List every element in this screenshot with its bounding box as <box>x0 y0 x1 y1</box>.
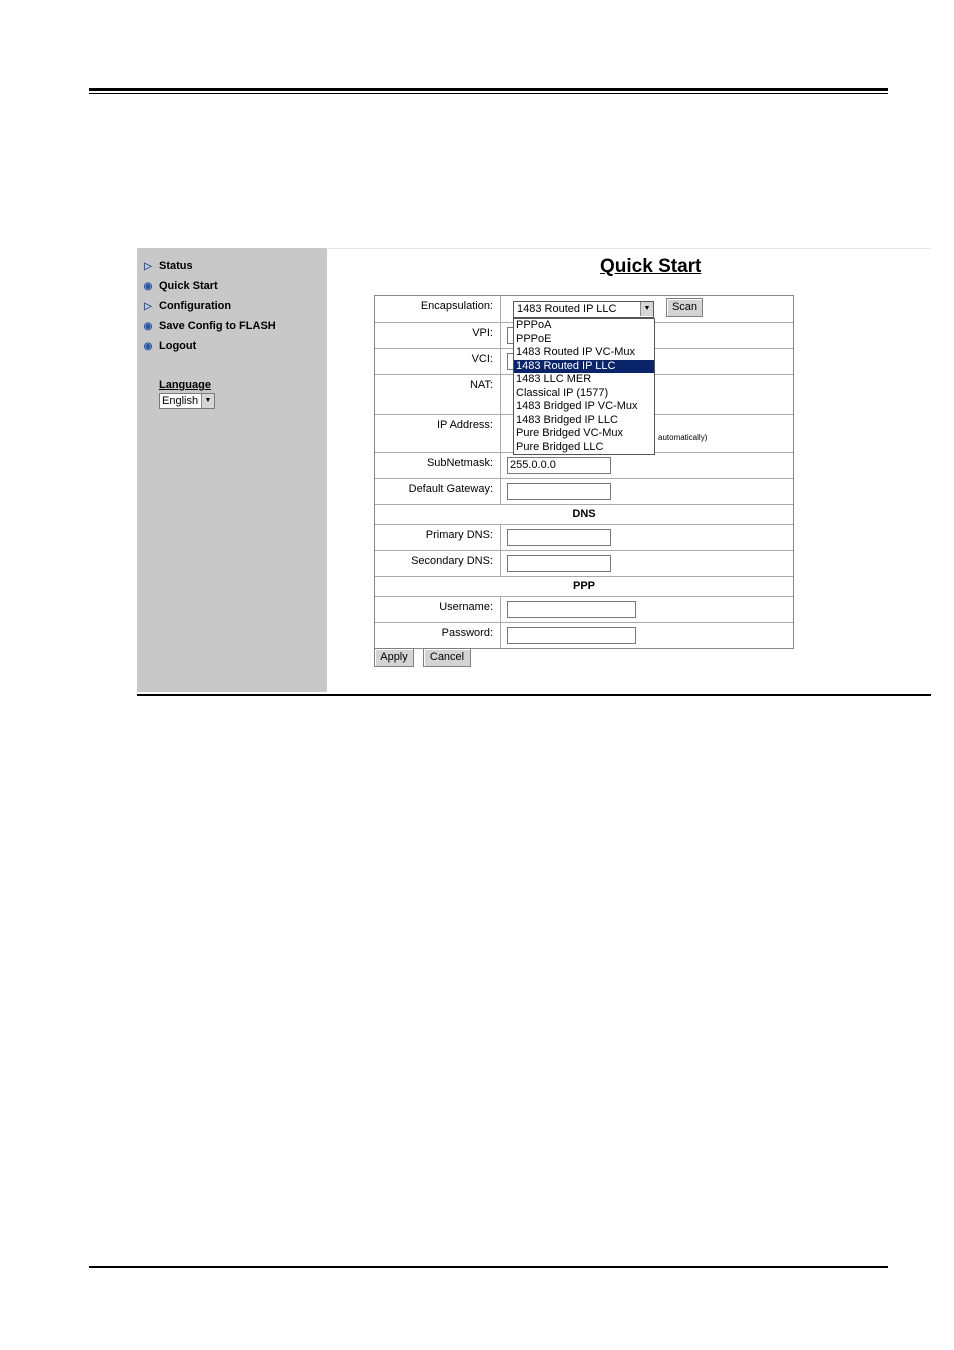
footer-rule <box>89 1266 888 1268</box>
password-row <box>375 623 793 648</box>
secondary-dns-label: Secondary DNS: <box>375 551 501 576</box>
language-value: English <box>162 395 199 407</box>
nav-quick-start-label: Quick Start <box>159 280 218 292</box>
encapsulation-option[interactable]: 1483 Routed IP VC-Mux <box>516 346 636 358</box>
gateway-row <box>375 479 793 505</box>
apply-button[interactable]: Apply <box>374 648 414 667</box>
encapsulation-option[interactable]: 1483 LLC MER <box>516 373 592 385</box>
nav-status-label: Status <box>159 260 193 272</box>
nav-save-config-label: Save Config to FLASH <box>159 320 276 332</box>
triangle-arrow-icon: ▷ <box>144 260 152 272</box>
nav-logout[interactable] <box>141 338 196 354</box>
secondary-dns-input[interactable] <box>507 555 611 572</box>
chevron-down-icon[interactable]: ▼ <box>201 394 214 408</box>
encapsulation-label: Encapsulation: <box>375 296 501 322</box>
encapsulation-option-selected[interactable]: 1483 Routed IP LLC <box>514 360 654 374</box>
dns-section-row <box>375 505 793 525</box>
vci-label: VCI: <box>375 349 501 374</box>
encapsulation-option[interactable]: Pure Bridged VC-Mux <box>516 427 623 439</box>
encapsulation-value: 1483 Routed IP LLC <box>517 303 617 315</box>
nav-quick-start[interactable] <box>141 278 218 294</box>
subnet-input[interactable]: 255.0.0.0 <box>507 457 611 474</box>
nav-configuration[interactable] <box>141 298 231 314</box>
triangle-arrow-icon: ▷ <box>144 300 152 312</box>
scan-button[interactable]: Scan <box>666 298 703 317</box>
encapsulation-option[interactable]: 1483 Bridged IP VC-Mux <box>516 400 638 412</box>
secondary-dns-row <box>375 551 793 577</box>
encapsulation-option[interactable]: PPPoA <box>516 319 552 331</box>
encapsulation-option[interactable]: Pure Bridged LLC <box>516 440 604 453</box>
top-divider <box>327 248 931 249</box>
bottom-divider <box>137 694 931 696</box>
circle-bullet-icon: ◉ <box>143 340 153 352</box>
page-title: Quick Start <box>600 256 702 277</box>
subnet-row <box>375 453 793 479</box>
primary-dns-row <box>375 525 793 551</box>
sidebar <box>137 248 327 692</box>
ip-address-label: IP Address: <box>375 415 501 452</box>
gateway-input[interactable] <box>507 483 611 500</box>
password-input[interactable] <box>507 627 636 644</box>
language-select[interactable] <box>159 393 215 409</box>
primary-dns-input[interactable] <box>507 529 611 546</box>
encapsulation-dropdown-list <box>513 318 655 455</box>
encapsulation-option[interactable]: PPPoE <box>516 332 552 345</box>
ppp-section-row <box>375 577 793 597</box>
username-input[interactable] <box>507 601 636 618</box>
nav-configuration-label: Configuration <box>159 300 232 312</box>
dns-section-heading: DNS <box>572 508 596 520</box>
nav-save-config[interactable] <box>141 318 276 334</box>
chevron-down-icon[interactable]: ▼ <box>640 302 653 316</box>
ip-address-note: automatically) <box>658 433 708 442</box>
username-label: Username: <box>375 597 501 622</box>
gateway-label: Default Gateway: <box>375 479 501 504</box>
header-rule-thin <box>89 93 888 94</box>
ppp-section-heading: PPP <box>572 580 595 592</box>
password-label: Password: <box>375 623 501 648</box>
username-row <box>375 597 793 623</box>
circle-bullet-icon: ◉ <box>143 280 153 292</box>
encapsulation-option[interactable]: 1483 Bridged IP LLC <box>516 413 618 426</box>
header-rule-thick <box>89 88 888 91</box>
encapsulation-option[interactable]: Classical IP (1577) <box>516 386 609 399</box>
encapsulation-select[interactable] <box>513 301 654 318</box>
nav-logout-label: Logout <box>159 340 197 352</box>
language-label: Language <box>159 379 211 391</box>
cancel-button[interactable]: Cancel <box>423 648 471 667</box>
vpi-label: VPI: <box>375 323 501 348</box>
circle-bullet-icon: ◉ <box>143 320 153 332</box>
router-ui-screenshot <box>137 248 931 696</box>
nav-status[interactable] <box>141 258 193 274</box>
nat-label: NAT: <box>375 375 501 414</box>
subnet-label: SubNetmask: <box>375 453 501 478</box>
primary-dns-label: Primary DNS: <box>375 525 501 550</box>
